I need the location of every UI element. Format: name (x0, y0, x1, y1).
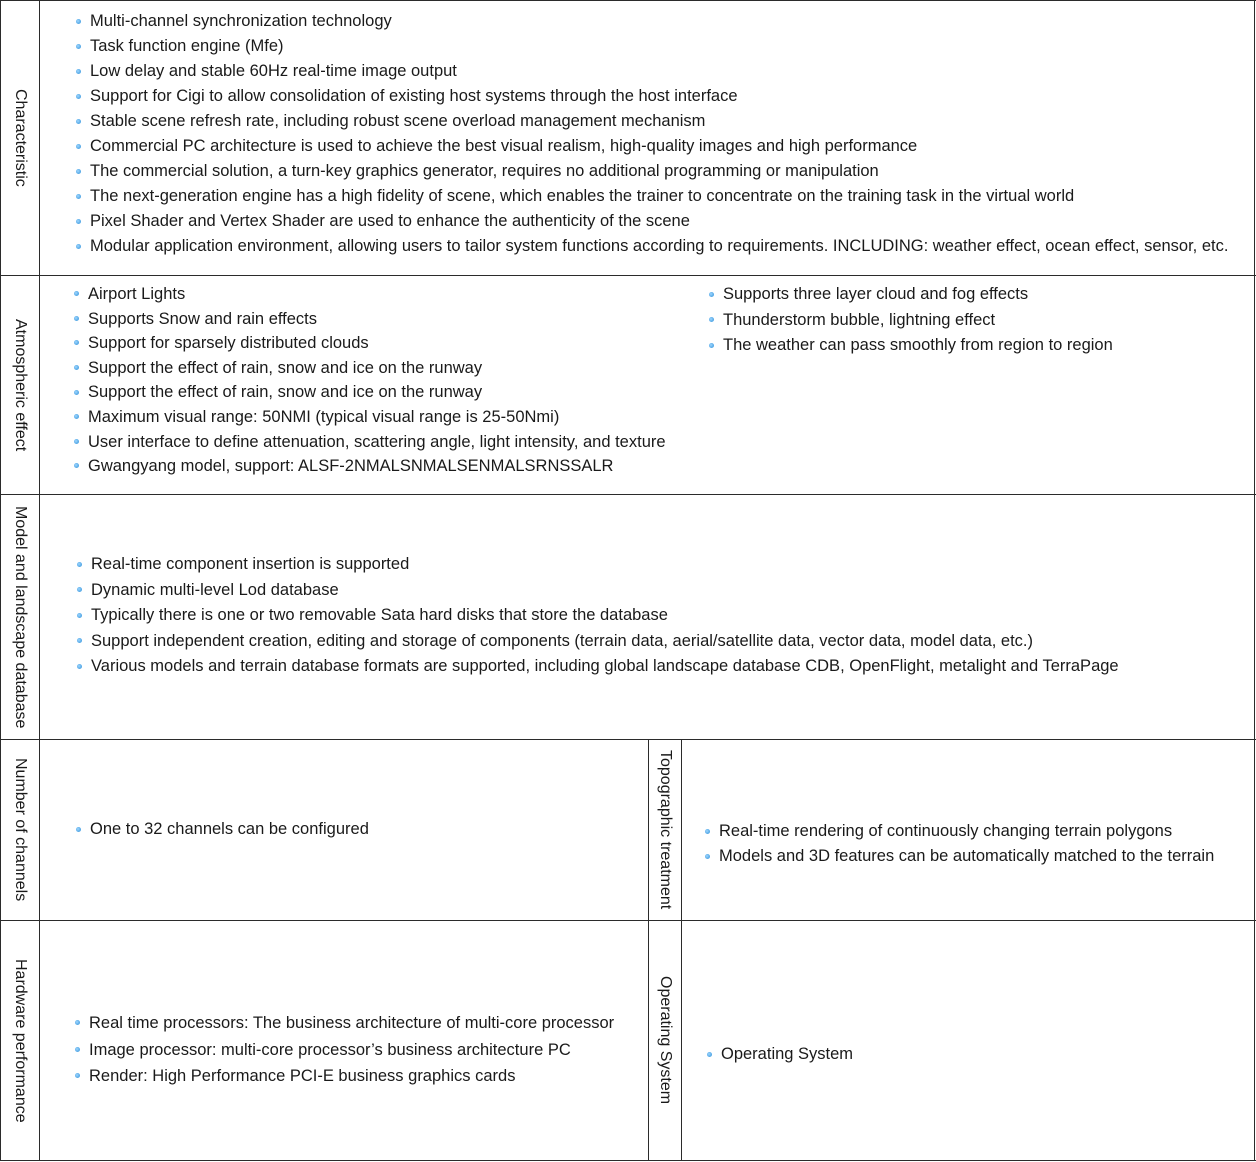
list-item (76, 817, 369, 842)
list-item (77, 552, 1119, 578)
bullet-icon (77, 562, 82, 567)
bullet-icon (75, 1047, 80, 1052)
list-item (74, 405, 666, 430)
list-item (77, 578, 1119, 604)
list-item (707, 1042, 853, 1067)
list-item-text: Modular application environment, allowing users to tailor system functions according to requirements. INCLUDING: weather effect, ocean effect, sensor, etc. (90, 237, 1229, 255)
list-item (76, 159, 1228, 184)
bullet-icon (74, 316, 79, 321)
list-item (76, 109, 1228, 134)
bullet-icon (709, 317, 714, 322)
list-item-text: The weather can pass smoothly from region to region (723, 336, 1113, 354)
list-item-text: Support for sparsely distributed clouds (88, 334, 369, 353)
table-border-right (1254, 0, 1255, 1161)
list-item (75, 1037, 614, 1064)
list-item-text: Task function engine (Mfe) (90, 37, 284, 55)
channels-label: Number of channels (12, 758, 29, 902)
model-db-label: Model and landscape database (12, 505, 29, 729)
list-item-text: Supports three layer cloud and fog effects (723, 285, 1029, 303)
bullet-icon (74, 291, 79, 296)
bullet-icon (709, 343, 714, 348)
list-item (74, 307, 666, 332)
row-divider (0, 494, 1256, 495)
list-item (75, 1010, 614, 1037)
list-item-text: Pixel Shader and Vertex Shader are used to enhance the authenticity of the scene (90, 212, 690, 230)
atmospheric-list-left (74, 282, 666, 479)
label-column-divider (39, 0, 40, 1161)
list-item-text: Maximum visual range: 50NMI (typical visual range is 25-50Nmi) (88, 407, 560, 426)
list-item-text: Real-time component insertion is supported (91, 555, 410, 573)
list-item (709, 333, 1113, 359)
bullet-icon (76, 119, 81, 124)
list-item-text: Typically there is one or two removable Sata hard disks that store the database (91, 606, 668, 624)
bullet-icon (77, 638, 82, 643)
atmospheric-list-right (709, 282, 1113, 359)
list-item (77, 603, 1119, 629)
bullet-icon (76, 144, 81, 149)
list-item (74, 331, 666, 356)
bullet-icon (76, 219, 81, 224)
bullet-icon (75, 1020, 80, 1025)
bullet-icon (76, 94, 81, 99)
bullet-icon (76, 19, 81, 24)
list-item (76, 84, 1228, 109)
list-item-text: Support independent creation, editing and storage of components (terrain data, aerial/satellite data, vector data, model data, etc.) (91, 631, 1033, 650)
list-item (75, 1063, 614, 1090)
bullet-icon (74, 365, 79, 370)
bullet-icon (76, 169, 81, 174)
bullet-icon (77, 613, 82, 618)
bullet-icon (74, 390, 79, 395)
bullet-icon (76, 194, 81, 199)
list-item (74, 380, 666, 405)
list-item-text: Supports Snow and rain effects (88, 309, 318, 328)
list-item (77, 654, 1119, 680)
row-divider (0, 920, 1256, 921)
bullet-icon (75, 1073, 80, 1078)
row-label-os (649, 921, 681, 1160)
list-item (709, 282, 1113, 308)
list-item (74, 282, 666, 307)
characteristic-list (76, 9, 1228, 259)
list-item (76, 134, 1228, 159)
list-item-text: The commercial solution, a turn-key graphics generator, requires no additional programming or manipulation (90, 162, 879, 180)
bullet-icon (74, 463, 79, 468)
list-item-text: Airport Lights (88, 285, 186, 303)
list-item (74, 454, 666, 479)
list-item (74, 430, 666, 455)
list-item-text: Image processor: multi-core processor’s business architecture PC (89, 1040, 571, 1059)
list-item (76, 34, 1228, 59)
table-border-bottom (0, 1160, 1256, 1161)
bullet-icon (707, 1052, 712, 1057)
characteristic-label: Characteristic (12, 89, 29, 187)
row-label-characteristic (1, 1, 39, 275)
list-item-text: Models and 3D features can be automatically matched to the terrain (719, 847, 1215, 865)
row-label-channels (1, 740, 39, 920)
bullet-icon (76, 69, 81, 74)
hardware-list (75, 1010, 614, 1090)
list-item-text: Support the effect of rain, snow and ice on the runway (88, 383, 483, 402)
row-divider (0, 275, 1256, 276)
os-label: Operating System (657, 976, 674, 1105)
list-item (709, 308, 1113, 334)
channels-list (76, 817, 369, 842)
bullet-icon (77, 664, 82, 669)
list-item-text: Multi-channel synchronization technology (90, 12, 392, 30)
list-item-text: Low delay and stable 60Hz real-time image output (90, 62, 457, 80)
list-item (76, 59, 1228, 84)
row-label-hardware (1, 921, 39, 1160)
list-item-text: Dynamic multi-level Lod database (91, 580, 339, 599)
bullet-icon (74, 340, 79, 345)
bullet-icon (74, 414, 79, 419)
bullet-icon (709, 292, 714, 297)
list-item-text: Gwangyang model, support: ALSF-2NMALSNMALSENMALSRNSSALR (88, 457, 614, 476)
list-item-text: Thunderstorm bubble, lightning effect (723, 310, 996, 329)
list-item (76, 184, 1228, 209)
bullet-icon (76, 827, 81, 832)
topographic-list (705, 819, 1214, 869)
list-item-text: Render: High Performance PCI-E business graphics cards (89, 1067, 516, 1085)
list-item (76, 209, 1228, 234)
row-label-atmospheric (1, 276, 39, 494)
bullet-icon (705, 829, 710, 834)
row-divider (0, 739, 1256, 740)
list-item (77, 629, 1119, 655)
column-divider (681, 739, 682, 1161)
model-db-list (77, 552, 1119, 680)
list-item-text: Operating System (721, 1045, 854, 1063)
list-item (74, 356, 666, 381)
list-item (705, 819, 1214, 844)
bullet-icon (76, 244, 81, 249)
bullet-icon (705, 854, 710, 859)
list-item-text: Real-time rendering of continuously changing terrain polygons (719, 822, 1173, 840)
list-item (76, 234, 1228, 259)
list-item-text: The next-generation engine has a high fidelity of scene, which enables the trainer to concentrate on the training task in the virtual world (90, 187, 1075, 205)
os-list (707, 1042, 853, 1067)
list-item-text: Support for Cigi to allow consolidation of existing host systems through the host interface (90, 87, 738, 105)
list-item-text: Stable scene refresh rate, including robust scene overload management mechanism (90, 112, 706, 130)
bullet-icon (74, 439, 79, 444)
atmospheric-label: Atmospheric effect (12, 318, 29, 452)
table-border-top (0, 0, 1256, 1)
list-item-text: Real time processors: The business architecture of multi-core processor (89, 1014, 615, 1032)
topographic-label: Topographic treatment (657, 750, 674, 910)
list-item-text: One to 32 channels can be configured (90, 820, 369, 838)
row-label-model-db (1, 495, 39, 739)
list-item-text: Commercial PC architecture is used to achieve the best visual realism, high-quality images and high performance (90, 137, 918, 155)
list-item-text: Various models and terrain database formats are supported, including global landscape database CDB, OpenFlight, metalight and TerraPage (91, 657, 1119, 675)
bullet-icon (77, 587, 82, 592)
list-item (705, 844, 1214, 869)
row-label-topographic (649, 740, 681, 920)
list-item-text: Support the effect of rain, snow and ice on the runway (88, 358, 483, 377)
list-item (76, 9, 1228, 34)
list-item-text: User interface to define attenuation, scattering angle, light intensity, and texture (88, 432, 666, 451)
bullet-icon (76, 44, 81, 49)
hardware-label: Hardware performance (12, 958, 29, 1123)
